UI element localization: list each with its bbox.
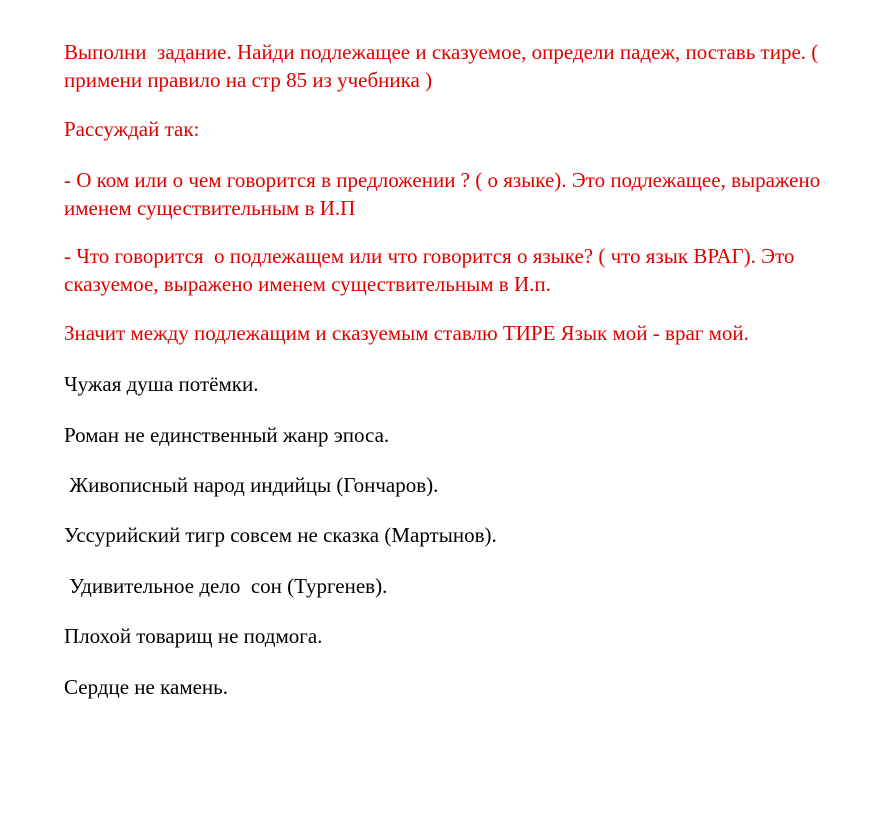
exercise-sentence-5: Удивительное дело сон (Тургенев).	[64, 574, 388, 598]
task-instruction: Выполни задание. Найди подлежащее и сказуемое, определи падеж, поставь тире. ( примени правило на стр 85 из учебника )	[64, 40, 824, 92]
exercise-sentence-1: Чужая душа потёмки.	[64, 372, 259, 396]
reasoning-step-subject: - О ком или о чем говорится в предложении ? ( о языке). Это подлежащее, выражено именем существительным в И.П	[64, 168, 826, 220]
reasoning-conclusion: Значит между подлежащим и сказуемым ставлю ТИРЕ Язык мой - враг мой.	[64, 321, 749, 345]
exercise-sentence-7: Сердце не камень.	[64, 675, 228, 699]
exercise-sentence-2: Роман не единственный жанр эпоса.	[64, 423, 390, 447]
reasoning-intro: Рассуждай так:	[64, 117, 200, 141]
exercise-sentence-4: Уссурийский тигр совсем не сказка (Мартынов).	[64, 523, 497, 547]
exercise-sentence-6: Плохой товарищ не подмога.	[64, 624, 323, 648]
exercise-sentence-3: Живописный народ индийцы (Гончаров).	[64, 473, 439, 497]
reasoning-step-predicate: - Что говорится о подлежащем или что говорится о языке? ( что язык ВРАГ). Это сказуемое, выражено именем существительным в И.п.	[64, 244, 800, 296]
